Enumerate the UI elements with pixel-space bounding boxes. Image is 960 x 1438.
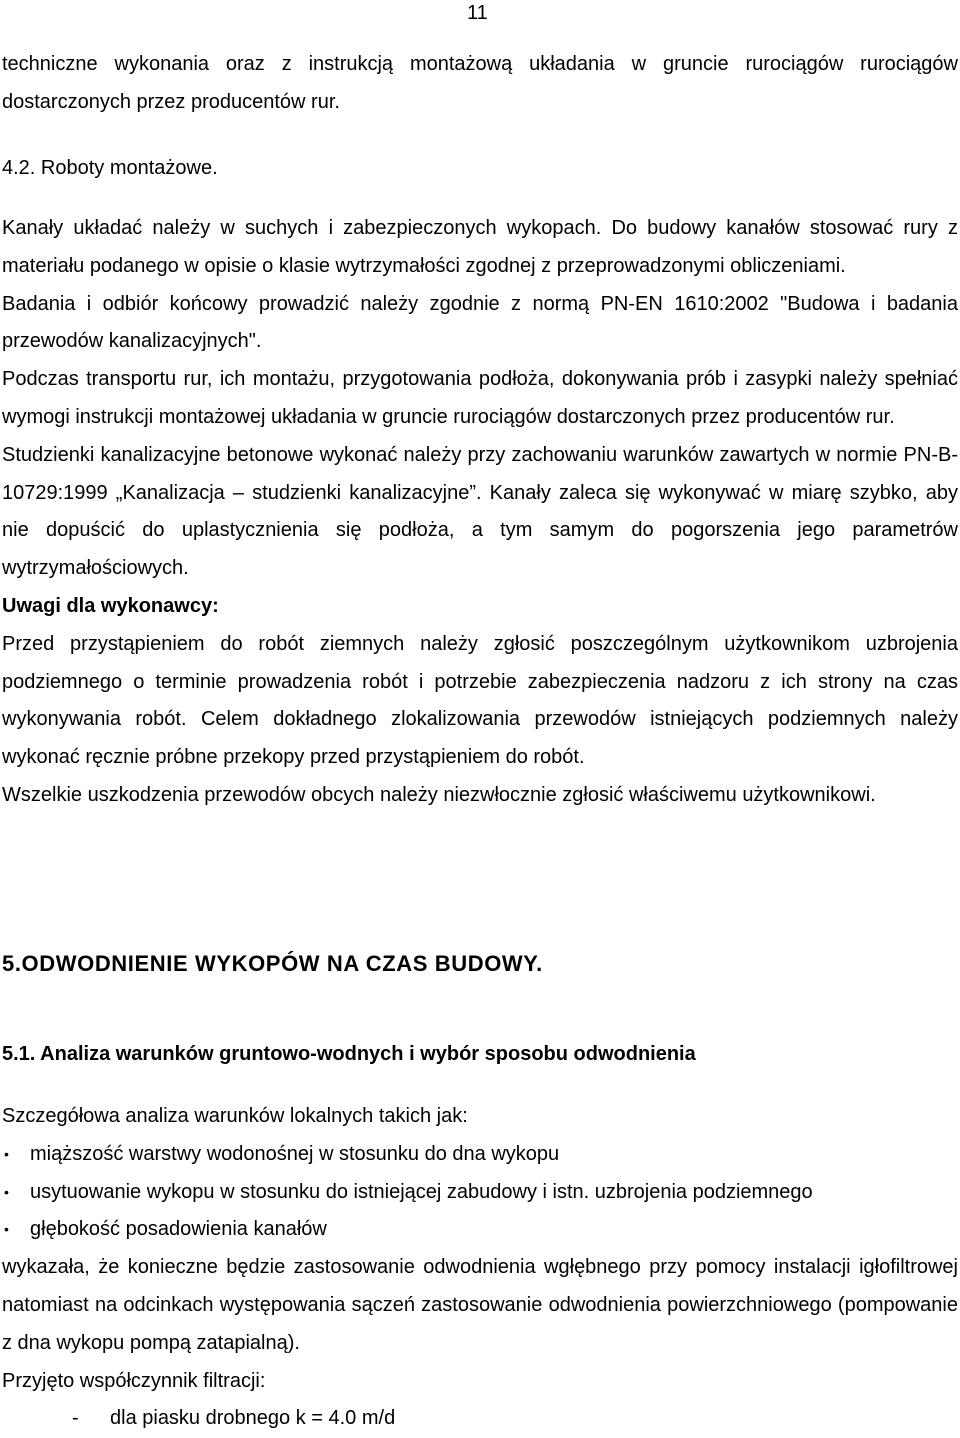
paragraph-notification: Przed przystąpieniem do robót ziemnych należy zgłosić poszczególnym użytkownikom uzbrojenia podziemnego o terminie prowadzenia robót i potrzebie zabezpieczenia nadzoru z ich strony na czas wykonywania robót. Celem dokładnego zlokalizowania przewodów istniejących podziemnych należy wykonać ręcznie próbne przekopy przed przystąpieniem do robót.	[2, 632, 958, 769]
intro-text: techniczne wykonania oraz z instrukcją montażową układania w gruncie rurociągów rurociągów dostarczonych przez producentów rur.	[2, 53, 958, 113]
list-item	[2, 1136, 958, 1174]
bullet-icon: •	[4, 1145, 9, 1162]
list-item-text: głębokość posadowienia kanałów	[30, 1218, 327, 1241]
section-4-2-heading: 4.2. Roboty montażowe.	[2, 157, 218, 179]
filtration-coefficient-value: dla piasku drobnego k = 4.0 m/d	[110, 1407, 396, 1430]
bullet-icon: •	[4, 1221, 9, 1238]
paragraph-transport: Podczas transportu rur, ich montażu, przygotowania podłoża, dokonywania prób i zasypki należy spełniać wymogi instrukcji montażowej układania w gruncie rurociągów dostarczonych przez producentów rur.	[2, 368, 958, 428]
section-5-1-heading: 5.1. Analiza warunków gruntowo-wodnych i wybór sposobu odwodnienia	[2, 1043, 696, 1065]
list-item-text: miąższość warstwy wodonośnej w stosunku do dna wykopu	[30, 1142, 560, 1165]
paragraph-damages: Wszelkie uszkodzenia przewodów obcych należy niezwłocznie zgłosić właściwemu użytkownikowi.	[2, 783, 876, 806]
dash-marker: -	[72, 1407, 79, 1430]
paragraph-trenches: Kanały układać należy w suchych i zabezpieczonych wykopach. Do budowy kanałów stosować rury z materiału podanego w opisie o klasie wytrzymałości zgodnej z przeprowadzonymi obliczeniami.	[2, 217, 958, 277]
intro-paragraph	[2, 46, 958, 122]
list-item-text: usytuowanie wykopu w stosunku do istniejącej zabudowy i istn. uzbrojenia podziemnego	[30, 1180, 813, 1203]
filtration-coefficient-item	[2, 1400, 958, 1438]
notes-heading: Uwagi dla wykonawcy:	[2, 594, 219, 617]
paragraph-manholes: Studzienki kanalizacyjne betonowe wykonać należy przy zachowaniu warunków zawartych w normie PN-B-10729:1999 „Kanalizacja – studzienki kanalizacyjne”. Kanały zaleca się wykonywać w miarę szybko, aby nie dopuścić do uplastycznienia się podłoża, a tym samym do pogorszenia jego parametrów wytrzymałościowych.	[2, 443, 958, 580]
list-item	[2, 1174, 958, 1212]
bullet-icon: •	[4, 1183, 9, 1200]
conditions-list	[2, 1136, 958, 1249]
list-item	[2, 1211, 958, 1249]
analysis-conclusion: wykazała, że konieczne będzie zastosowanie odwodnienia wgłębnego przy pomocy instalacji igłofiltrowej natomiast na odcinkach występowania sączeń zastosowanie odwodnienia powierzchniowego (pompowanie z dna wykopu pompą zatapialną).	[2, 1256, 958, 1354]
section-4-2-title	[2, 150, 958, 188]
paragraph-acceptance-tests: Badania i odbiór końcowy prowadzić należy zgodnie z normą PN-EN 1610:2002 "Budowa i badania przewodów kanalizacyjnych".	[2, 292, 958, 353]
page-number: 11	[467, 2, 488, 24]
analysis-intro: Szczegółowa analiza warunków lokalnych takich jak:	[2, 1105, 468, 1127]
section-4-2-body	[2, 210, 958, 815]
section-5-heading: 5.ODWODNIENIE WYKOPÓW NA CZAS BUDOWY.	[2, 951, 543, 976]
filtration-coefficient-intro: Przyjęto współczynnik filtracji:	[2, 1369, 266, 1392]
section-5-1-body	[2, 1098, 958, 1438]
